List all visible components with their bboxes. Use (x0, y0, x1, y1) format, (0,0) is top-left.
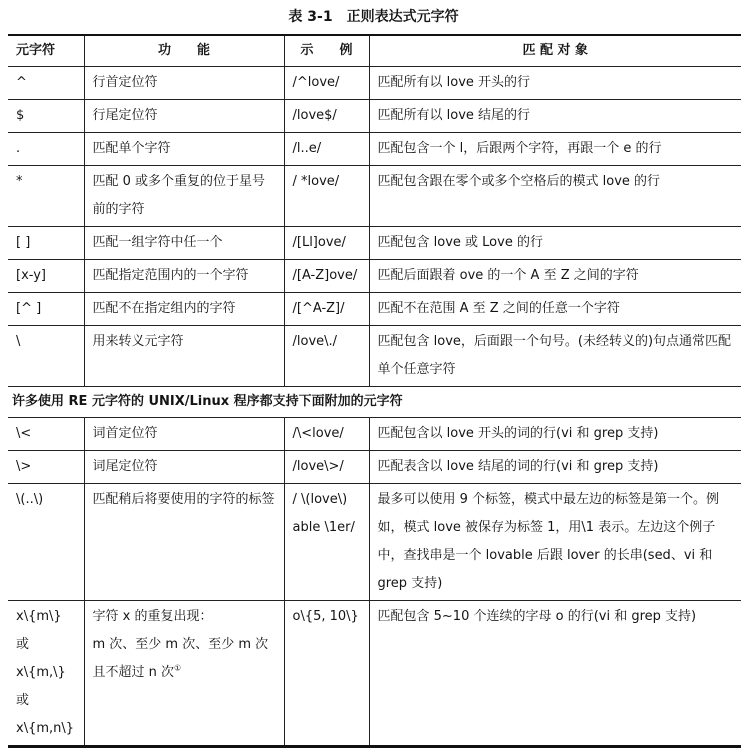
footnote-marker: ① (174, 663, 182, 673)
cell-function: 匹配指定范围内的一个字符 (84, 260, 284, 293)
cell-metachar (8, 601, 84, 747)
cell-match: 匹配所有以 love 结尾的行 (369, 100, 741, 133)
cell-example: /[Ll]ove/ (284, 227, 369, 260)
cell-example: o\{5, 10\} (284, 601, 369, 747)
header-row (8, 35, 741, 67)
table-row (8, 166, 741, 227)
cell-example: / *love/ (284, 166, 369, 227)
function-line-text: 且不超过 n 次 (92, 665, 175, 680)
cell-match: 匹配包含一个 l，后跟两个字符，再跟一个 e 的行 (369, 133, 741, 166)
table-row (8, 601, 741, 747)
metachar-line: x\{m,\} 或 (16, 665, 79, 708)
cell-match: 匹配表含以 love 结尾的词的行(vi 和 grep 支持) (369, 451, 741, 484)
cell-metachar: [ ] (8, 227, 84, 260)
header-matches: 匹 配 对 象 (369, 35, 741, 67)
section-heading: 许多使用 RE 元字符的 UNIX/Linux 程序都支持下面附加的元字符 (8, 387, 741, 418)
header-example: 示 例 (284, 35, 369, 67)
cell-metachar: . (8, 133, 84, 166)
section-row (8, 387, 741, 418)
cell-metachar: * (8, 166, 84, 227)
cell-match: 匹配包含跟在零个或多个空格后的模式 love 的行 (369, 166, 741, 227)
table-row (8, 293, 741, 326)
cell-metachar: ^ (8, 67, 84, 100)
table-row (8, 484, 741, 601)
cell-example: /love$/ (284, 100, 369, 133)
cell-match: 最多可以使用 9 个标签，模式中最左边的标签是第一个。例如，模式 love 被保存为标签 1，用\1 表示。左边这个例子中，查找串是一个 lovable 后跟 lover 的长串(sed、vi 和 grep 支持) (369, 484, 741, 601)
table-row (8, 100, 741, 133)
cell-metachar: \ (8, 326, 84, 387)
cell-metachar: [^ ] (8, 293, 84, 326)
metachar-line: x\{m\} 或 (16, 609, 75, 652)
cell-function: 词尾定位符 (84, 451, 284, 484)
cell-metachar: \> (8, 451, 84, 484)
cell-metachar: [x-y] (8, 260, 84, 293)
cell-function: 行首定位符 (84, 67, 284, 100)
metachar-line: x\{m,n\} (16, 721, 75, 736)
table-row (8, 67, 741, 100)
cell-example: /love\./ (284, 326, 369, 387)
cell-metachar: \(..\) (8, 484, 84, 601)
cell-match: 匹配包含 love，后面跟一个句号。(未经转义的)句点通常匹配单个任意字符 (369, 326, 741, 387)
cell-function: 匹配不在指定组内的字符 (84, 293, 284, 326)
cell-example: /[^A-Z]/ (284, 293, 369, 326)
header-metachar: 元字符 (8, 35, 84, 67)
cell-function (84, 601, 284, 747)
cell-example: / \(love\) able \1er/ (284, 484, 369, 601)
cell-function: 匹配 0 或多个重复的位于星号前的字符 (84, 166, 284, 227)
cell-match: 匹配不在范围 A 至 Z 之间的任意一个字符 (369, 293, 741, 326)
cell-match: 匹配包含 5~10 个连续的字母 o 的行(vi 和 grep 支持) (369, 601, 741, 747)
function-line: m 次、至少 m 次、至少 m 次 (92, 637, 269, 652)
cell-match: 匹配包含以 love 开头的词的行(vi 和 grep 支持) (369, 418, 741, 451)
cell-metachar: $ (8, 100, 84, 133)
cell-function: 匹配稍后将要使用的字符的标签 (84, 484, 284, 601)
cell-example: /^love/ (284, 67, 369, 100)
table-row (8, 326, 741, 387)
cell-match: 匹配后面跟着 ove 的一个 A 至 Z 之间的字符 (369, 260, 741, 293)
cell-example: /l..e/ (284, 133, 369, 166)
cell-example: /love\>/ (284, 451, 369, 484)
cell-function: 行尾定位符 (84, 100, 284, 133)
cell-example: /[A-Z]ove/ (284, 260, 369, 293)
function-line: 字符 x 的重复出现： (92, 609, 213, 624)
table-row (8, 418, 741, 451)
cell-match: 匹配包含 love 或 Love 的行 (369, 227, 741, 260)
table-row (8, 260, 741, 293)
table-row (8, 451, 741, 484)
metacharacter-table (8, 34, 741, 748)
cell-function: 匹配一组字符中任一个 (84, 227, 284, 260)
cell-function: 用来转义元字符 (84, 326, 284, 387)
table-caption: 表 3-1 正则表达式元字符 (288, 9, 459, 25)
table-row (8, 227, 741, 260)
cell-match: 匹配所有以 love 开头的行 (369, 67, 741, 100)
cell-example: /\<love/ (284, 418, 369, 451)
header-function: 功 能 (84, 35, 284, 67)
cell-metachar: \< (8, 418, 84, 451)
cell-function: 词首定位符 (84, 418, 284, 451)
cell-function: 匹配单个字符 (84, 133, 284, 166)
table-row (8, 133, 741, 166)
function-line (93, 659, 276, 687)
